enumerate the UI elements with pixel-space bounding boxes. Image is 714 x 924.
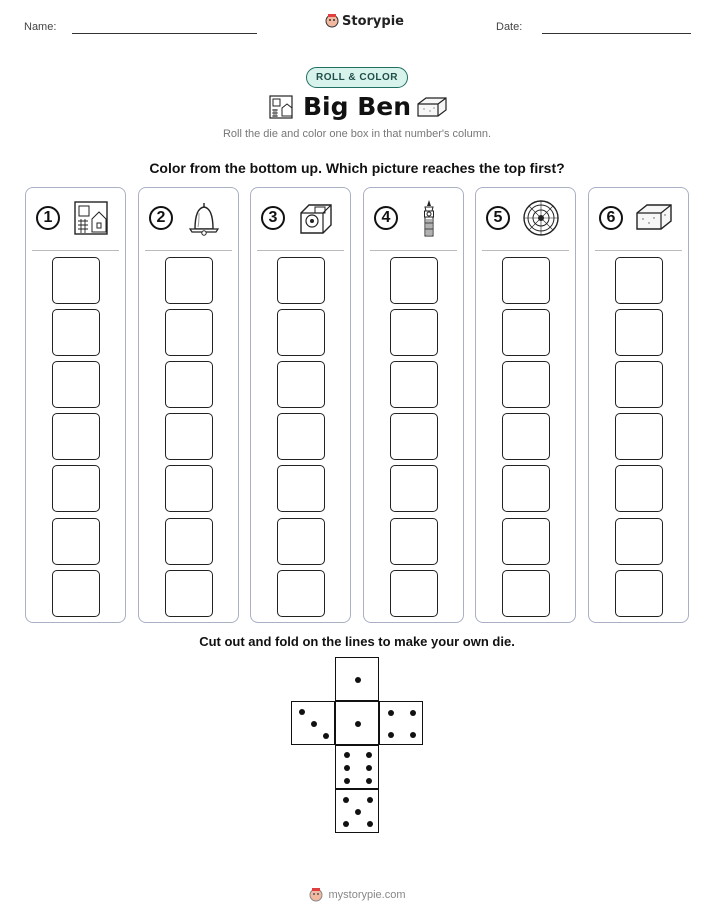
color-box[interactable] [52, 309, 100, 356]
brand-logo [325, 13, 404, 29]
die-pip [388, 732, 394, 738]
column-divider [595, 250, 682, 251]
stone-block-icon [416, 96, 448, 118]
die-pip [355, 677, 361, 683]
color-box[interactable] [390, 309, 438, 356]
color-box[interactable] [52, 518, 100, 565]
die-pip [344, 765, 350, 771]
color-box[interactable] [502, 570, 550, 617]
column-divider [257, 250, 344, 251]
page-title: Big Ben [302, 92, 412, 121]
die-pip [311, 721, 317, 727]
column-number: 4 [374, 206, 398, 230]
color-box[interactable] [390, 465, 438, 512]
roll-color-badge: ROLL & COLOR [306, 67, 408, 88]
color-box[interactable] [502, 413, 550, 460]
column-number: 5 [486, 206, 510, 230]
color-box[interactable] [502, 257, 550, 304]
die-pip [410, 732, 416, 738]
die-pip [323, 733, 329, 739]
color-box[interactable] [277, 465, 325, 512]
instruction: Color from the bottom up. Which picture reaches the top first? [149, 160, 565, 176]
color-box[interactable] [277, 361, 325, 408]
subtitle: Roll the die and color one box in that number's column. [222, 128, 492, 140]
color-box[interactable] [277, 413, 325, 460]
color-box[interactable] [390, 361, 438, 408]
color-box[interactable] [277, 570, 325, 617]
color-box[interactable] [52, 413, 100, 460]
column-3 [250, 187, 351, 623]
stone-block-icon [635, 199, 673, 237]
die-pip [343, 797, 349, 803]
color-box[interactable] [165, 413, 213, 460]
color-box[interactable] [165, 309, 213, 356]
column-number: 6 [599, 206, 623, 230]
column-1 [25, 187, 126, 623]
column-number: 3 [261, 206, 285, 230]
name-label: Name: [24, 21, 57, 33]
color-box[interactable] [165, 518, 213, 565]
color-box[interactable] [502, 309, 550, 356]
die-pip [355, 809, 361, 815]
die-face-5 [335, 789, 379, 833]
column-5 [475, 187, 576, 623]
color-box[interactable] [615, 361, 663, 408]
clock-face-icon [522, 199, 560, 237]
die-pip [355, 721, 361, 727]
tower-icon [410, 199, 448, 237]
die-pip [344, 752, 350, 758]
die-pip [410, 710, 416, 716]
color-box[interactable] [390, 413, 438, 460]
die-pip [367, 821, 373, 827]
column-divider [145, 250, 232, 251]
bell-icon [185, 199, 223, 237]
color-box[interactable] [52, 257, 100, 304]
die-face-1 [335, 701, 379, 745]
column-4 [363, 187, 464, 623]
die-pip [366, 778, 372, 784]
color-box[interactable] [615, 465, 663, 512]
die-face-4 [379, 701, 423, 745]
color-box[interactable] [615, 570, 663, 617]
die-pip [366, 752, 372, 758]
cut-instruction: Cut out and fold on the lines to make your own die. [199, 634, 515, 649]
die-pip [366, 765, 372, 771]
color-box[interactable] [615, 257, 663, 304]
column-divider [482, 250, 569, 251]
mascot-icon [325, 13, 339, 29]
die-face-6 [335, 745, 379, 789]
color-box[interactable] [165, 361, 213, 408]
die-face-3 [291, 701, 335, 745]
color-box[interactable] [165, 465, 213, 512]
column-number: 2 [149, 206, 173, 230]
brand-name: Storypie [342, 13, 404, 29]
date-label: Date: [496, 21, 523, 33]
color-box[interactable] [390, 257, 438, 304]
color-box[interactable] [165, 570, 213, 617]
color-box[interactable] [502, 361, 550, 408]
color-box[interactable] [502, 465, 550, 512]
color-box[interactable] [615, 518, 663, 565]
column-number: 1 [36, 206, 60, 230]
blueprint-icon [72, 199, 110, 237]
die-pip [343, 821, 349, 827]
color-box[interactable] [277, 309, 325, 356]
color-box[interactable] [52, 465, 100, 512]
column-6 [588, 187, 689, 623]
die-pip [299, 709, 305, 715]
color-box[interactable] [615, 413, 663, 460]
color-box[interactable] [165, 257, 213, 304]
footer-url: mystorypie.com [328, 889, 406, 901]
blueprint-icon [268, 94, 294, 120]
color-box[interactable] [615, 309, 663, 356]
color-box[interactable] [277, 518, 325, 565]
name-line[interactable] [72, 33, 257, 34]
color-box[interactable] [52, 570, 100, 617]
column-divider [370, 250, 457, 251]
color-box[interactable] [390, 518, 438, 565]
die-face-1 [335, 657, 379, 701]
die-pip [367, 797, 373, 803]
column-divider [32, 250, 119, 251]
die-pip [344, 778, 350, 784]
clock-mechanism-icon [297, 199, 335, 237]
footer [0, 887, 714, 903]
color-box[interactable] [502, 518, 550, 565]
color-box[interactable] [277, 257, 325, 304]
mascot-icon [308, 887, 324, 903]
date-line[interactable] [542, 33, 691, 34]
color-box[interactable] [390, 570, 438, 617]
die-pip [388, 710, 394, 716]
column-2 [138, 187, 239, 623]
color-box[interactable] [52, 361, 100, 408]
